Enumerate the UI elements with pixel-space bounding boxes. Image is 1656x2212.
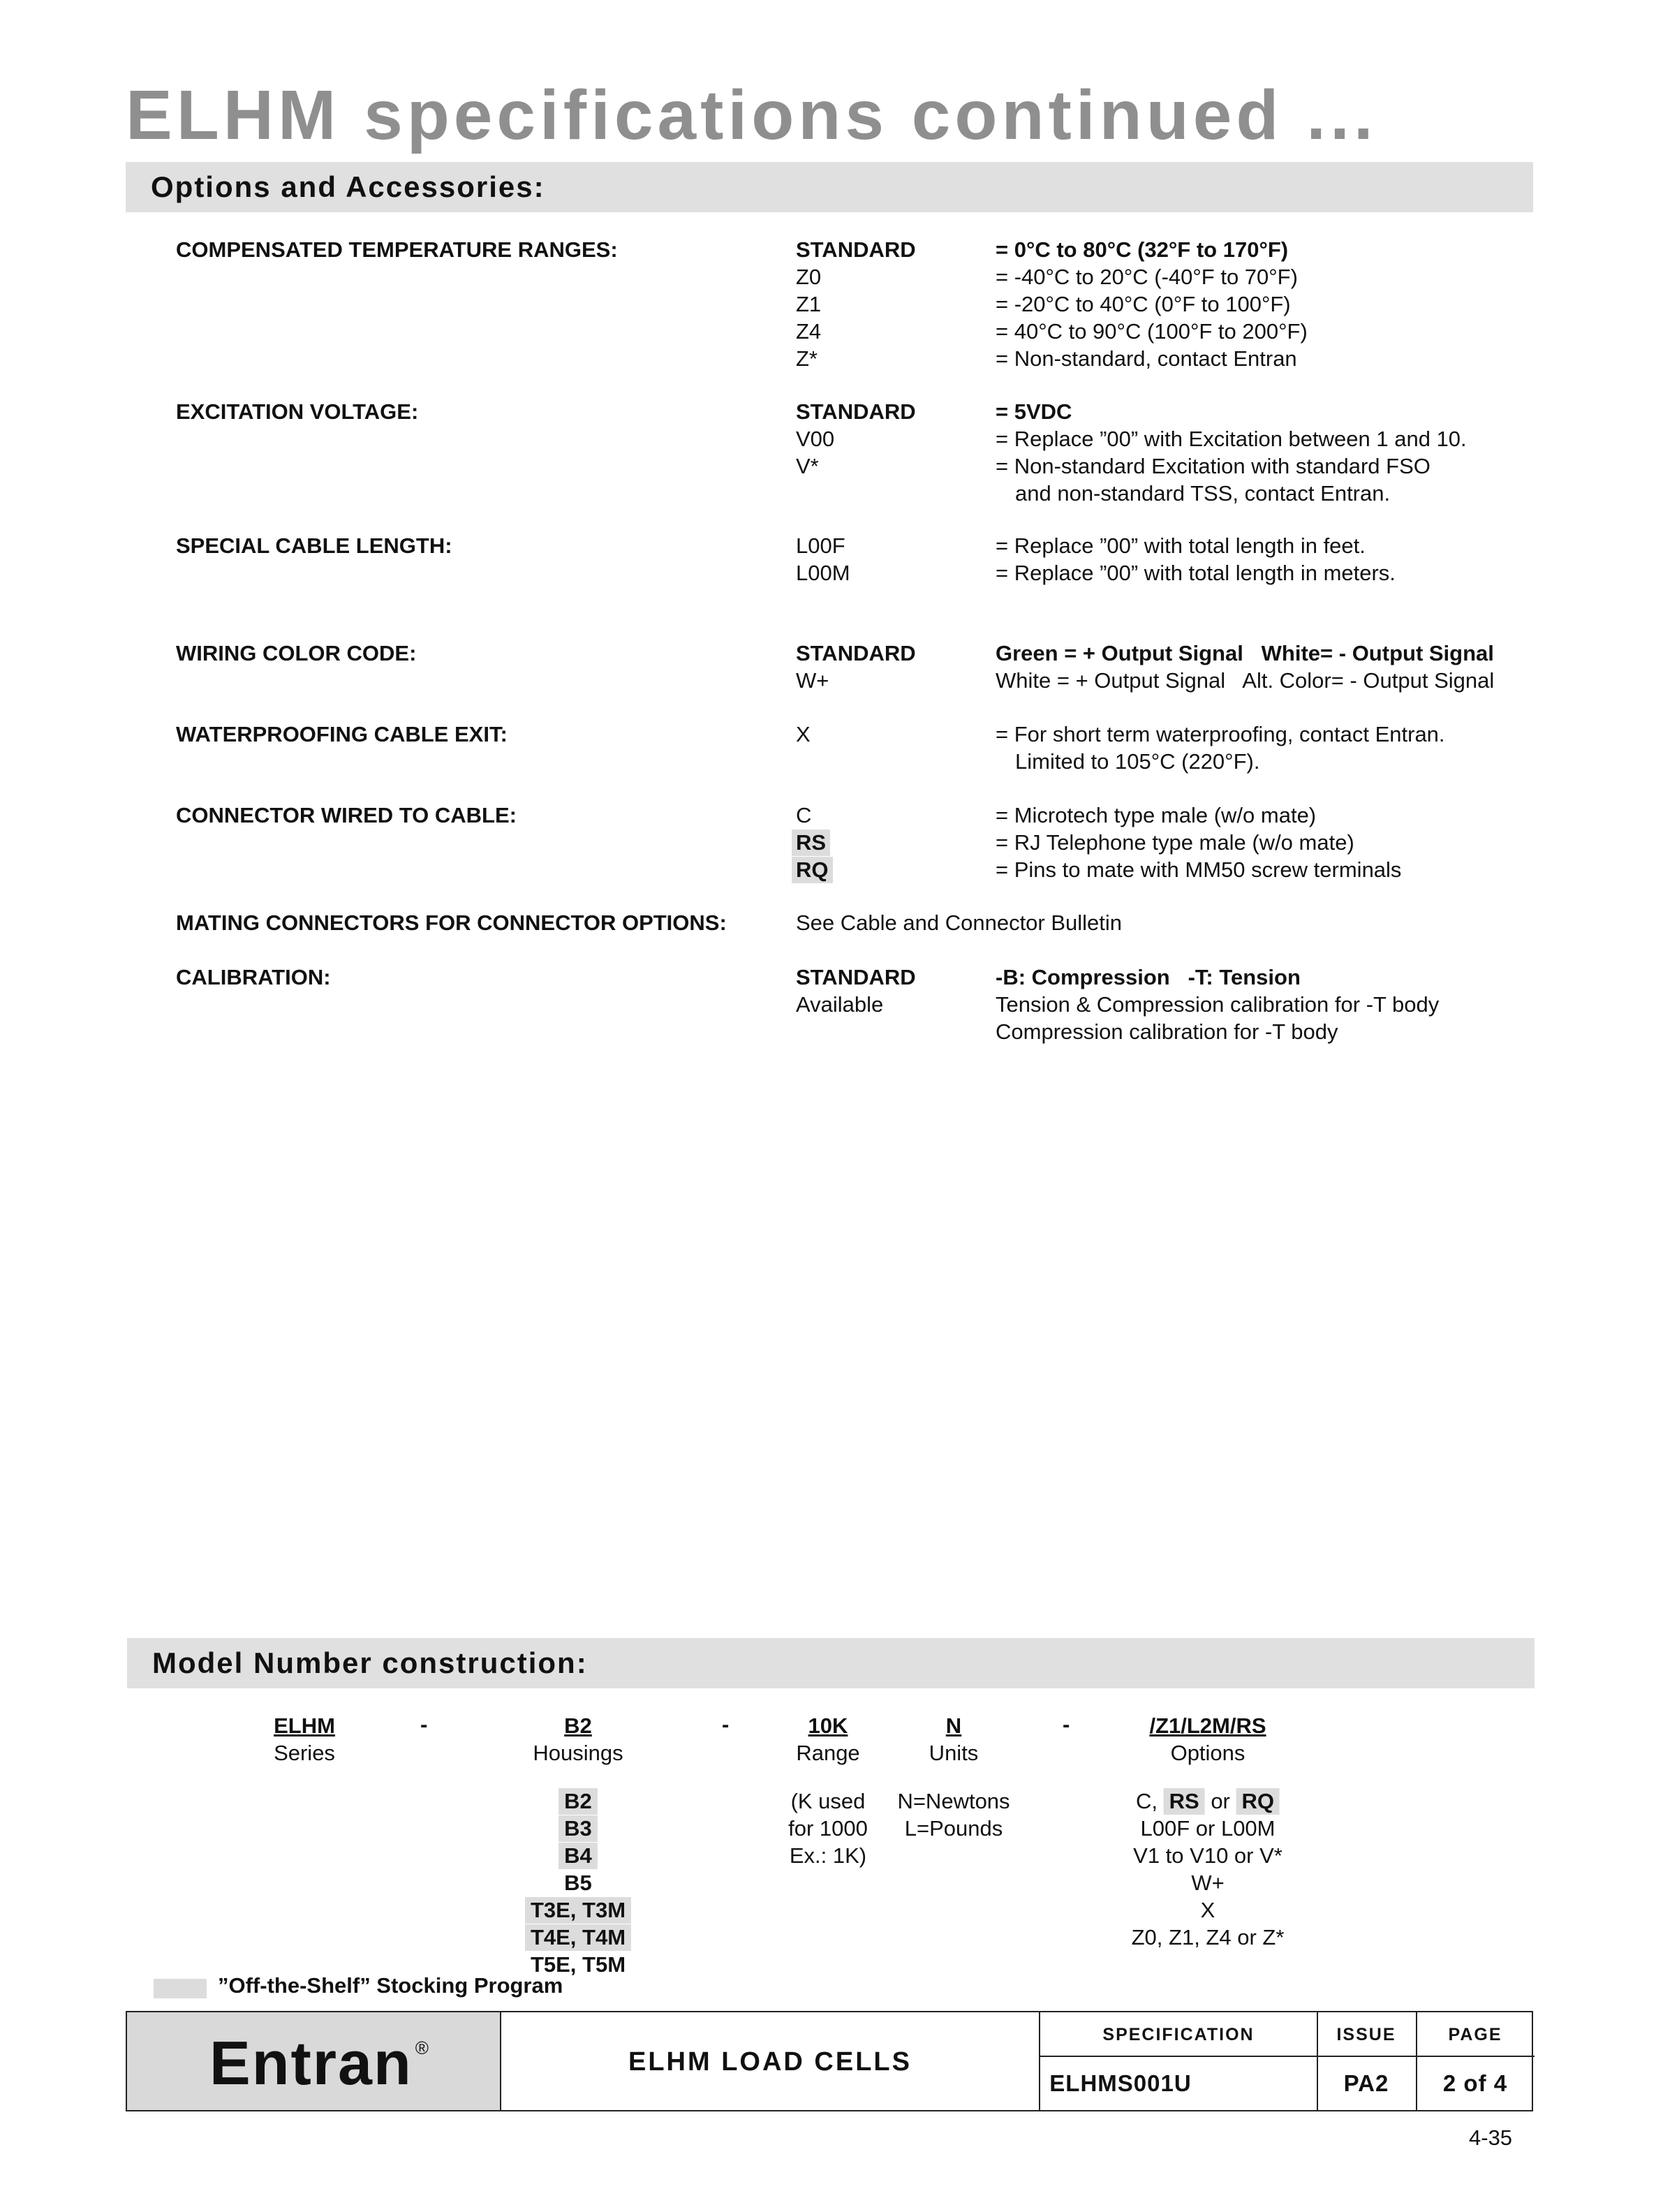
model-col-sub: Series: [274, 1741, 335, 1765]
option-label: MATING CONNECTORS FOR CONNECTOR OPTIONS:: [176, 910, 727, 935]
option-code: STANDARD: [796, 965, 916, 989]
model-option: L=Pounds: [904, 1816, 1003, 1841]
option-label: WATERPROOFING CABLE EXIT:: [176, 722, 508, 746]
option-desc: = Replace ”00” with total length in feet.: [996, 533, 1366, 558]
model-dash: -: [420, 1712, 428, 1737]
model-option: B5: [564, 1871, 592, 1895]
option-desc: -B: Compression -T: Tension: [996, 965, 1301, 989]
model-col-options: [1132, 1712, 1285, 1951]
legend-swatch: [154, 1979, 207, 1998]
registered-mark: ®: [415, 2037, 430, 2058]
logo-text: Entran: [209, 2028, 413, 2097]
issue-label: ISSUE: [1336, 2025, 1396, 2044]
model-col-head: ELHM: [274, 1713, 335, 1738]
product-cell: [501, 2012, 1040, 2110]
model-dash: -: [1063, 1712, 1070, 1737]
option-label: COMPENSATED TEMPERATURE RANGES:: [176, 237, 618, 262]
option-desc: = RJ Telephone type male (w/o mate): [996, 830, 1354, 855]
divider: [1317, 2012, 1318, 2110]
option-code: See Cable and Connector Bulletin: [796, 910, 1123, 935]
model-option: X: [1200, 1898, 1215, 1922]
model-option-text: C,: [1136, 1789, 1164, 1813]
model-option-text: or: [1204, 1789, 1236, 1813]
option-desc: = Replace ”00” with Excitation between 1 and 10.: [996, 427, 1467, 451]
divider: [1416, 2012, 1417, 2110]
model-col-sub: Options: [1170, 1741, 1245, 1765]
option-code: STANDARD: [796, 237, 916, 262]
page-title: ELHM specifications continued ...: [126, 76, 1377, 154]
model-option: Ex.: 1K): [789, 1843, 867, 1868]
model-col-housings: [525, 1712, 631, 1978]
footer-title-block: [126, 2011, 1533, 2111]
model-dash: -: [722, 1712, 730, 1737]
model-col-units: [897, 1712, 1010, 1842]
model-option: N=Newtons: [897, 1789, 1010, 1813]
model-option-rq: RQ: [1236, 1788, 1280, 1815]
model-col-head: B2: [564, 1713, 592, 1738]
option-desc: = -20°C to 40°C (0°F to 100°F): [996, 292, 1291, 316]
option-desc: = 0°C to 80°C (32°F to 170°F): [996, 237, 1289, 262]
option-code: L00F: [796, 533, 845, 558]
model-col-sub: Range: [796, 1741, 860, 1765]
option-desc: Tension & Compression calibration for -T body: [996, 992, 1440, 1017]
option-code: X: [796, 722, 811, 746]
option-code: V*: [796, 454, 819, 478]
model-option: (K used: [790, 1789, 866, 1813]
model-col-series: [274, 1712, 335, 1767]
option-desc: = For short term waterproofing, contact Entran.: [996, 722, 1445, 746]
model-option: W+: [1191, 1871, 1225, 1895]
model-option-rs: RS: [1164, 1788, 1205, 1815]
model-section-heading: Model Number construction:: [127, 1638, 1535, 1688]
option-desc: = Pins to mate with MM50 screw terminals: [996, 857, 1402, 882]
model-col-sub: Units: [929, 1741, 979, 1765]
option-desc: = 40°C to 90°C (100°F to 200°F): [996, 319, 1308, 344]
legend-text: ”Off-the-Shelf” Stocking Program: [218, 1973, 563, 1998]
option-desc: = Replace ”00” with total length in meters.: [996, 561, 1396, 585]
model-option: T3E, T3M: [525, 1897, 631, 1924]
model-option-connector: [1132, 1787, 1285, 1815]
option-code-highlighted: RQ: [792, 857, 833, 883]
model-option: B4: [559, 1843, 598, 1869]
option-code: Z0: [796, 265, 822, 289]
model-option: T5E, T5M: [530, 1952, 626, 1977]
option-code: L00M: [796, 561, 850, 585]
options-section-heading: Options and Accessories:: [126, 162, 1533, 212]
option-code: V00: [796, 427, 835, 451]
option-label: CONNECTOR WIRED TO CABLE:: [176, 803, 517, 827]
entran-logo: [209, 2028, 430, 2099]
option-code: W+: [796, 668, 829, 693]
option-desc: Compression calibration for -T body: [996, 1019, 1338, 1044]
model-col-head: 10K: [808, 1713, 848, 1738]
model-col-range: [788, 1712, 868, 1869]
logo-cell: [127, 2012, 501, 2110]
model-option: B2: [559, 1788, 598, 1815]
option-label: SPECIAL CABLE LENGTH:: [176, 533, 452, 558]
model-option: B3: [559, 1815, 598, 1842]
model-option: V1 to V10 or V*: [1133, 1843, 1282, 1868]
option-desc: = Non-standard Excitation with standard FSO: [996, 454, 1430, 478]
option-desc: Limited to 105°C (220°F).: [1015, 749, 1260, 774]
page-number: 4-35: [1469, 2125, 1513, 2150]
option-code: Z1: [796, 292, 822, 316]
option-desc: = Non-standard, contact Entran: [996, 346, 1297, 371]
spec-label: SPECIFICATION: [1102, 2025, 1255, 2044]
option-code: C: [796, 803, 812, 827]
meta-cell: [1040, 2012, 1535, 2110]
spec-value: ELHMS001U: [1049, 2070, 1192, 2096]
option-desc: Green = + Output Signal White= - Output Signal: [996, 641, 1494, 665]
product-name: ELHM LOAD CELLS: [628, 2047, 912, 2077]
option-desc: = 5VDC: [996, 399, 1072, 424]
option-desc: = -40°C to 20°C (-40°F to 70°F): [996, 265, 1298, 289]
option-code-highlighted: RS: [792, 830, 830, 856]
model-col-head: N: [945, 1713, 962, 1738]
option-desc: White = + Output Signal Alt. Color= - Output Signal: [996, 668, 1495, 693]
option-desc: and non-standard TSS, contact Entran.: [1015, 481, 1391, 506]
option-code: Z4: [796, 319, 822, 344]
model-option: for 1000: [788, 1816, 868, 1841]
option-code: Z*: [796, 346, 818, 371]
option-label: EXCITATION VOLTAGE:: [176, 399, 419, 424]
model-col-head: /Z1/L2M/RS: [1149, 1713, 1266, 1738]
model-col-sub: Housings: [533, 1741, 623, 1765]
option-label: WIRING COLOR CODE:: [176, 641, 417, 665]
page-value: 2 of 4: [1442, 2070, 1508, 2096]
option-code: STANDARD: [796, 399, 916, 424]
issue-value: PA2: [1343, 2070, 1389, 2096]
model-option: L00F or L00M: [1140, 1816, 1276, 1841]
model-option: Z0, Z1, Z4 or Z*: [1131, 1925, 1285, 1949]
option-desc: = Microtech type male (w/o mate): [996, 803, 1317, 827]
page-label: PAGE: [1448, 2025, 1502, 2044]
model-option: T4E, T4M: [525, 1924, 631, 1951]
option-code: STANDARD: [796, 641, 916, 665]
option-code: Available: [796, 992, 884, 1017]
option-label: CALIBRATION:: [176, 965, 331, 989]
